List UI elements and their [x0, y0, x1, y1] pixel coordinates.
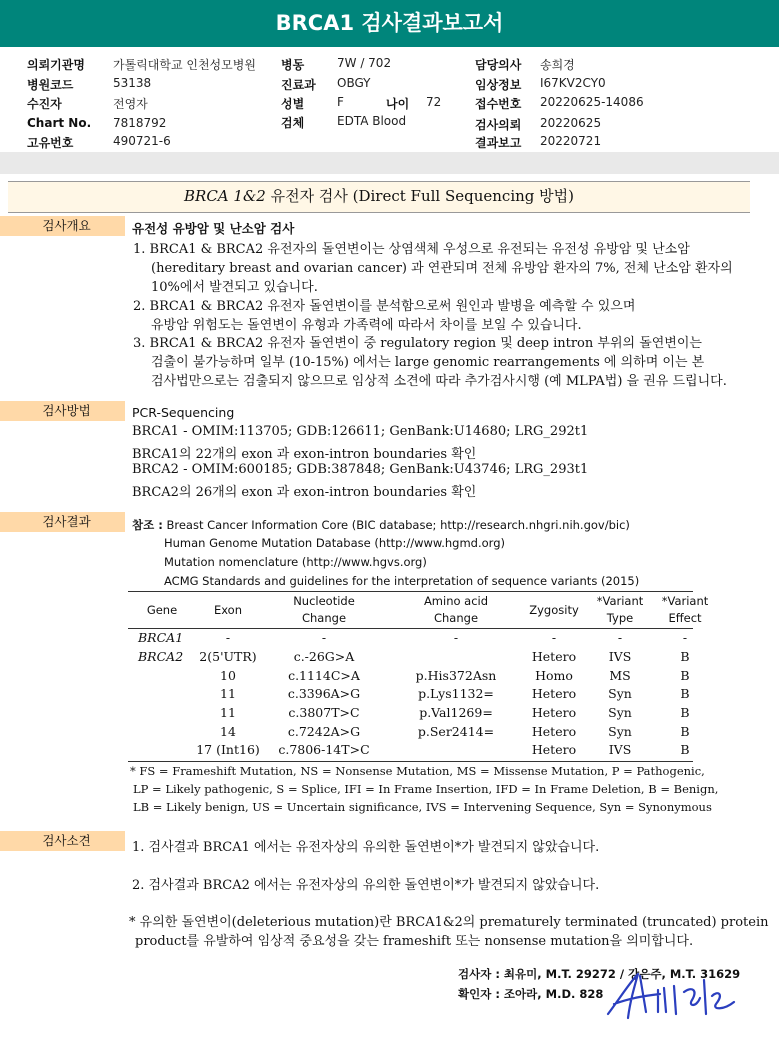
- header-divider: [0, 152, 779, 174]
- patient-name-label: 수진자: [27, 97, 62, 111]
- confirmer-signoff: 확인자 : 조아라, M.D. 828: [458, 987, 604, 1001]
- overview-line: (hereditary breast and ovarian cancer) 과 연관되며 전체 유방암 환자의 7%, 전체 난소암 환자의: [151, 261, 733, 276]
- chart-no-label: Chart No.: [27, 116, 92, 130]
- doctor-value: 송희경: [540, 58, 575, 72]
- table-cell: B: [680, 649, 690, 664]
- sex-label: 성별: [281, 97, 305, 111]
- opinion-note: product를 유발하여 임상적 중요성을 갖는 frameshift 또는 nonsense mutation을 의미합니다.: [135, 934, 694, 949]
- patient-name-value: 전영자: [113, 97, 148, 111]
- chart-no-value: 7818792: [113, 116, 167, 130]
- specimen-label: 검체: [281, 116, 305, 130]
- hospital-code-value: 53138: [113, 76, 152, 90]
- overview-line: 유방암 위험도는 돌연변이 유형과 가족력에 따라서 차이를 보일 수 있습니다.: [151, 318, 582, 333]
- references-prefix: 참조 :: [132, 518, 163, 532]
- overview-line: 2. BRCA1 & BRCA2 유전자 돌연변이를 분석함으로써 원인과 발병을 예측할 수 있으며: [133, 299, 636, 314]
- table-cell: 11: [220, 705, 236, 720]
- table-header-cell: Change: [433, 611, 479, 625]
- table-cell: 11: [220, 686, 236, 701]
- opinion-line: 2. 검사결과 BRCA2 에서는 유전자상의 유의한 돌연변이*가 발견되지 않았습니다.: [132, 878, 600, 893]
- handwritten-signature: [600, 968, 750, 1028]
- table-cell: c.3396A>G: [287, 686, 361, 701]
- section-label-method: 검사방법: [0, 401, 125, 421]
- table-header-cell: Nucleotide: [293, 594, 355, 608]
- table-cell: 10: [220, 668, 236, 683]
- reference-item: Breast Cancer Information Core (BIC database; http://research.nhgri.nih.gov/bic): [166, 518, 630, 532]
- opinion-note: * 유의한 돌연변이(deleterious mutation)란 BRCA1&2의 prematurely terminated (truncated) protein: [129, 915, 769, 930]
- table-cell: Hetero: [531, 742, 577, 757]
- table-cell: c.-26G>A: [293, 649, 355, 664]
- table-cell: Hetero: [531, 649, 577, 664]
- table-cell: B: [680, 724, 690, 739]
- table-cell: Syn: [608, 705, 632, 720]
- doctor-label: 담당의사: [475, 58, 522, 72]
- table-cell: -: [617, 630, 623, 645]
- table-cell: -: [321, 630, 327, 645]
- table-cell: c.3807T>C: [288, 705, 360, 720]
- table-cell: Hetero: [531, 705, 577, 720]
- table-header-cell: Amino acid: [423, 594, 489, 608]
- table-header-rule: [128, 628, 693, 629]
- table-cell: IVS: [608, 742, 632, 757]
- table-cell: 14: [220, 724, 236, 739]
- hospital-name-value: 가톨릭대학교 인천성모병원: [113, 58, 256, 72]
- table-cell: c.7806-14T>C: [278, 742, 370, 757]
- method-line: BRCA2 - OMIM:600185; GDB:387848; GenBank:U43746; LRG_293t1: [132, 462, 589, 477]
- section-label-overview: 검사개요: [0, 216, 125, 236]
- table-cell: p.His372Asn: [415, 668, 497, 683]
- reference-item: ACMG Standards and guidelines for the interpretation of sequence variants (2015): [164, 574, 640, 588]
- footnote-line: LB = Likely benign, US = Uncertain significance, IVS = Intervening Sequence, Syn = Synonymous: [133, 800, 712, 814]
- footnote-line: LP = Likely pathogenic, S = Splice, IFI = In Frame Insertion, IFD = In Frame Deletion, B = Benign,: [133, 782, 719, 796]
- ward-label: 병동: [281, 58, 305, 72]
- table-header-cell: *Variant: [596, 594, 644, 608]
- receipt-no-value: 20220625-14086: [540, 95, 644, 109]
- section-label-result: 검사결과: [0, 512, 125, 532]
- table-cell: Syn: [608, 724, 632, 739]
- table-header-cell: *Variant: [661, 594, 709, 608]
- overview-line: 검출이 불가능하며 일부 (10-15%) 에서는 large genomic rearrangements 에 의하며 이는 본: [151, 355, 705, 370]
- reference-item: Human Genome Mutation Database (http://www.hgmd.org): [164, 536, 505, 550]
- report-date-label: 결과보고: [475, 136, 522, 150]
- hospital-name-label: 의뢰기관명: [27, 58, 85, 72]
- department-value: OBGY: [337, 76, 371, 90]
- method-line: BRCA2의 26개의 exon 과 exon-intron boundaries 확인: [132, 485, 477, 500]
- request-date-value: 20220625: [540, 116, 602, 130]
- receipt-no-label: 접수번호: [475, 97, 522, 111]
- table-cell: 17 (Int16): [196, 742, 260, 757]
- sex-value: F: [337, 95, 344, 109]
- table-cell: Hetero: [531, 686, 577, 701]
- method-line: BRCA1 - OMIM:113705; GDB:126611; GenBank:U14680; LRG_292t1: [132, 424, 589, 439]
- report-date-value: 20220721: [540, 134, 602, 148]
- table-top-rule: [128, 591, 693, 592]
- request-date-label: 검사의뢰: [475, 118, 522, 132]
- unique-id-label: 고유번호: [27, 136, 74, 150]
- table-cell: B: [680, 705, 690, 720]
- table-cell: Homo: [535, 668, 573, 683]
- table-header-cell: Gene: [146, 603, 178, 617]
- table-cell: IVS: [608, 649, 632, 664]
- table-cell: Syn: [608, 686, 632, 701]
- table-cell: p.Val1269=: [419, 705, 493, 720]
- table-cell: c.1114C>A: [288, 668, 360, 683]
- table-cell: B: [680, 742, 690, 757]
- table-cell: p.Lys1132=: [418, 686, 494, 701]
- table-header-cell: Change: [301, 611, 347, 625]
- report-heading: [8, 181, 750, 211]
- references: [132, 517, 630, 533]
- table-row-gene: BRCA1: [138, 630, 184, 645]
- opinion-line: 1. 검사결과 BRCA1 에서는 유전자상의 유의한 돌연변이*가 발견되지 않았습니다.: [132, 840, 600, 855]
- table-header-cell: Exon: [213, 603, 243, 617]
- report-heading-italic: BRCA 1&2: [184, 187, 266, 205]
- clinical-info-value: I67KV2CY0: [540, 76, 606, 90]
- table-cell: p.Ser2414=: [417, 724, 495, 739]
- table-header-cell: Type: [606, 611, 634, 625]
- ward-value: 7W / 702: [337, 56, 392, 70]
- table-cell: c.7242A>G: [287, 724, 361, 739]
- table-cell: MS: [609, 668, 631, 683]
- age-label: 나이: [386, 97, 410, 111]
- table-bottom-rule: [128, 761, 693, 762]
- table-cell: 2(5'UTR): [199, 649, 257, 664]
- overview-line: 3. BRCA1 & BRCA2 유전자 돌연변이 중 regulatory region 및 deep intron 부위의 돌연변이는: [133, 336, 702, 351]
- specimen-value: EDTA Blood: [337, 114, 407, 128]
- table-header-cell: Zygosity: [529, 603, 579, 617]
- clinical-info-label: 임상정보: [475, 78, 522, 92]
- overview-subtitle: 유전성 유방암 및 난소암 검사: [132, 221, 295, 236]
- table-cell: B: [680, 686, 690, 701]
- table-cell: -: [551, 630, 557, 645]
- table-cell: -: [453, 630, 459, 645]
- unique-id-value: 490721-6: [113, 134, 171, 148]
- method-line: BRCA1의 22개의 exon 과 exon-intron boundaries 확인: [132, 447, 477, 462]
- section-label-opinion: 검사소견: [0, 831, 125, 851]
- table-cell: B: [680, 668, 690, 683]
- report-heading-rest: 유전자 검사 (Direct Full Sequencing 방법): [265, 187, 574, 205]
- overview-line: 검사법만으로는 검출되지 않으므로 임상적 소견에 따라 추가검사시행 (예 MLPA법) 을 권유 드립니다.: [151, 374, 727, 389]
- method-line: PCR-Sequencing: [132, 405, 235, 420]
- table-cell: -: [682, 630, 688, 645]
- footnote-line: * FS = Frameshift Mutation, NS = Nonsense Mutation, MS = Missense Mutation, P = Pathogenic,: [130, 764, 705, 778]
- table-cell: -: [225, 630, 231, 645]
- age-value: 72: [426, 95, 442, 109]
- department-label: 진료과: [281, 78, 316, 92]
- report-title: BRCA1 검사결과보고서: [0, 0, 779, 47]
- overview-line: 1. BRCA1 & BRCA2 유전자의 돌연변이는 상염색체 우성으로 유전되는 유전성 유방암 및 난소암: [133, 242, 690, 257]
- reference-item: Mutation nomenclature (http://www.hgvs.org): [164, 555, 427, 569]
- hospital-code-label: 병원코드: [27, 78, 74, 92]
- table-cell: BRCA2: [138, 649, 184, 664]
- table-header-cell: Effect: [668, 611, 702, 625]
- table-cell: Hetero: [531, 724, 577, 739]
- examiner-signoff: 검사자 : 최유미, M.T. 29272 / 강은주, M.T. 31629: [458, 967, 741, 981]
- overview-line: 10%에서 발견되고 있습니다.: [151, 280, 318, 295]
